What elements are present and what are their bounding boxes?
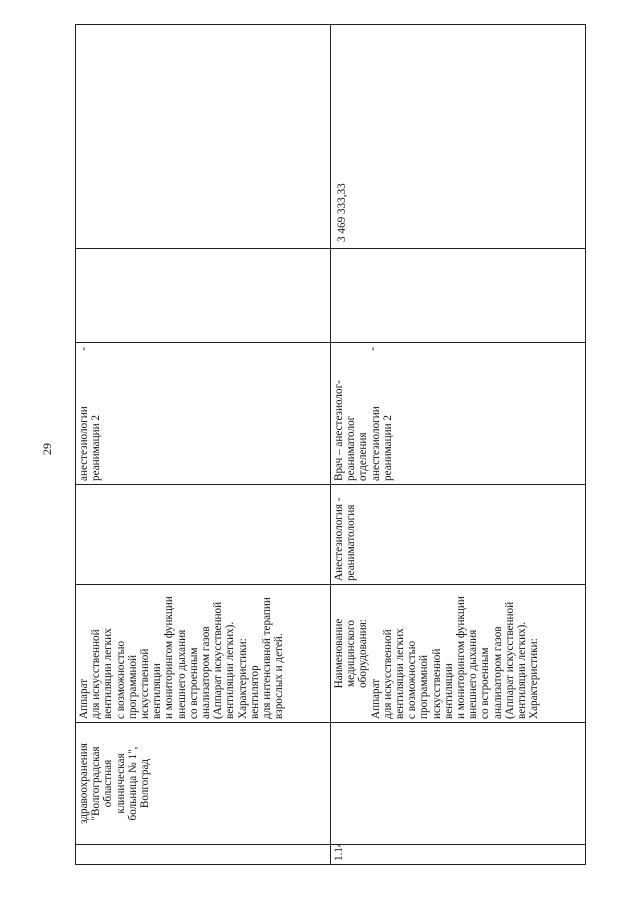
specialist-line: Врач – анестезиолог- [333,380,345,481]
equipment-line: для искусственной [90,629,103,719]
profile-line: реаниматология [345,504,358,581]
equipment-line: Аппарат [369,678,382,719]
page-number: 29 [40,443,54,455]
row-number-cell: 1.14 [331,845,586,865]
specialist-dash: - [78,347,90,351]
equipment-cell [331,585,586,723]
specialist-line: отделения [357,432,370,481]
equipment-line: вентиляции легких [102,628,115,719]
equipment-line: Наименование [333,618,345,689]
organization-line: Волгоград [139,758,152,809]
specialist-line: реанимации 2 [381,415,394,481]
equipment-line: оборудования: [357,619,370,688]
profile-line: Анестезиология - [333,497,345,581]
equipment-line: искусственной [430,648,443,719]
equipment-line: с возможностью [114,640,127,719]
price-cell: 3 469 333,33 [331,25,586,249]
organization-line: клиническая [114,753,127,814]
organization-line: здравоохранения [78,743,90,824]
specialist-cell [331,343,586,485]
organization-line: областная [102,759,115,808]
specialist-line: анестезиологии [369,406,382,481]
profile-cell [76,485,331,585]
equipment-line: вентиляции [151,663,164,719]
equipment-line: программной [126,654,139,719]
equipment-line: (Аппарат искусственной [503,601,516,719]
organization-line: больница № 1", [126,746,139,821]
equipment-line: вентиляции легких [394,628,407,719]
equipment-line: вентиляции легких). [516,621,529,719]
equipment-line: со встроенным [187,647,200,719]
specialist-cell [76,343,331,485]
equipment-cell [76,585,331,723]
equipment-line: Характеристики: [528,638,541,719]
equipment-line: вентилятор [248,665,261,719]
equipment-line: анализатором газов [491,626,504,719]
organization-cell [331,723,586,845]
equipment-line: внешнего дыхания [467,629,480,719]
rotated-table-container [75,25,585,865]
equipment-line: анализатором газов [200,626,213,719]
equipment-line: со встроенным [479,647,492,719]
table-row [76,25,331,865]
specialist-dash: - [367,347,379,351]
profile-cell [331,485,586,585]
equipment-line: искусственной [139,648,152,719]
equipment-line: взрослых и детей. [273,633,286,719]
price-cell [76,25,331,249]
organization-line: "Волгоградская [90,746,103,821]
equipment-line: программной [418,654,431,719]
equipment-line: вентиляции легких). [224,621,237,719]
equipment-line: Аппарат [78,678,90,719]
specialist-line: реаниматолог [345,415,358,481]
row-number-cell [76,845,331,865]
quantity-cell [331,249,586,343]
equipment-line: для интенсивной терапии [261,597,274,719]
equipment-line: Характеристики: [236,638,249,719]
equipment-line: вентиляции [442,663,455,719]
equipment-line: медицинского [345,620,358,687]
specialist-line: анестезиологии [78,406,90,481]
table-row [331,25,586,865]
equipment-line: с возможностью [406,640,419,719]
quantity-cell [76,249,331,343]
equipment-line: и мониторингом функции [163,596,176,719]
specialist-line: реанимации 2 [90,415,103,481]
equipment-line: и мониторингом функции [455,596,468,719]
equipment-line: для искусственной [381,629,394,719]
equipment-line: внешнего дыхания [175,629,188,719]
organization-cell [76,723,331,845]
equipment-line: (Аппарат искусственной [212,601,225,719]
equipment-table [75,24,586,865]
